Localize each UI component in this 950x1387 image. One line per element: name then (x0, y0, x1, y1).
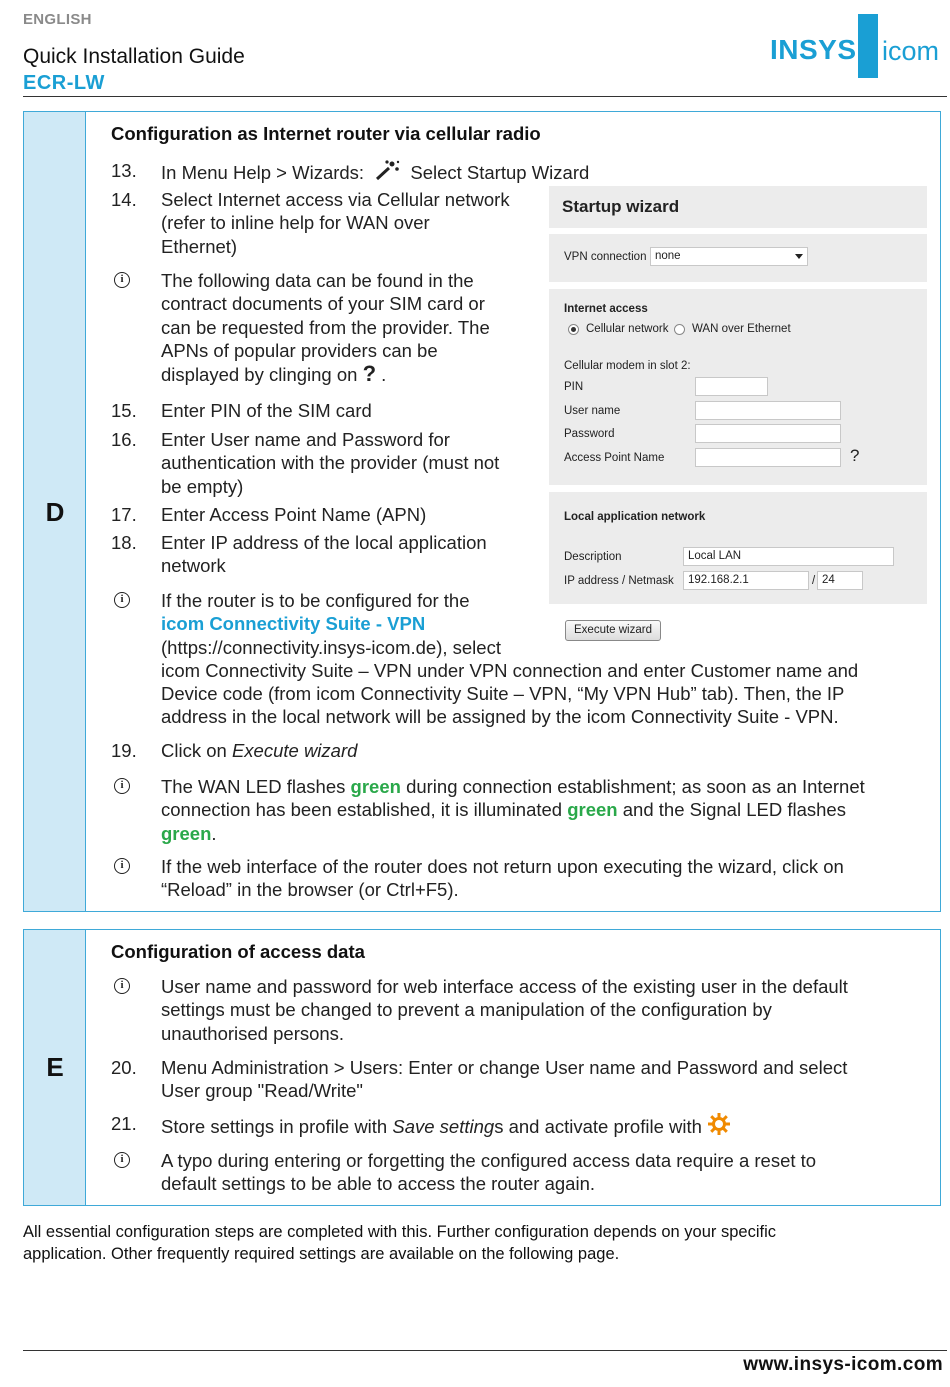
step-21 (111, 1112, 931, 1138)
step-20-line: Menu Administration > Users: Enter or change User name and Password and select (161, 1057, 848, 1078)
closing-note-line: application. Other frequently required settings are available on the following page. (23, 1244, 620, 1263)
info-note-apn (111, 269, 551, 387)
step-18-line: Enter IP address of the local application (161, 532, 487, 553)
info-line: A typo during entering or forgetting the configured access data require a reset to (161, 1150, 817, 1171)
info-icon: i (114, 272, 130, 288)
info-icon: i (114, 1152, 130, 1168)
ip-address-field[interactable] (683, 571, 809, 590)
info-note-reload (111, 855, 931, 902)
local-network-heading: Local application network (564, 511, 706, 523)
step-15 (111, 399, 551, 423)
step-16-line: authentication with the provider (must not (161, 452, 500, 474)
product-name: ECR-LW (23, 72, 105, 94)
document-title: Quick Installation Guide (23, 45, 245, 68)
cellular-network-radio[interactable] (568, 324, 579, 335)
vpn-panel (549, 234, 927, 282)
step-16-line: be empty) (161, 475, 244, 497)
startup-wizard-screenshot (549, 186, 927, 636)
section-d-title: Configuration as Internet router via cellular radio (111, 123, 541, 144)
section-e-letter-column (24, 930, 86, 1205)
netmask-value: 24 (822, 574, 835, 586)
magic-wand-icon (373, 159, 401, 181)
closing-note-line: All essential configuration steps are completed with this. Further configuration depends on your specific (23, 1223, 776, 1241)
info-note-reset (111, 1149, 931, 1196)
step-number: 18. (111, 532, 137, 553)
green-led-label: green (567, 799, 618, 821)
local-network-panel (549, 492, 927, 604)
password-label: Password (564, 428, 615, 440)
section-e-letter: E (46, 1052, 64, 1082)
info-icon: i (114, 778, 130, 794)
section-e-title: Configuration of access data (111, 941, 365, 962)
step-13-text: In Menu Help > Wizards: (161, 162, 365, 183)
section-d-letter: D (45, 497, 65, 527)
password-field[interactable] (695, 424, 841, 443)
apn-field[interactable] (695, 448, 841, 467)
step-15-text: Enter PIN of the SIM card (161, 400, 372, 421)
step-number: 20. (111, 1057, 137, 1078)
green-led-label: green (350, 776, 401, 797)
user-name-label: User name (564, 405, 621, 417)
step-20-line: User group "Read/Write" (161, 1080, 363, 1102)
pin-label: PIN (564, 381, 584, 393)
info-text: and the Signal LED flashes (622, 799, 846, 821)
closing-note (23, 1222, 933, 1265)
netmask-separator: / (812, 575, 816, 587)
info-note-credentials (111, 975, 931, 1045)
netmask-field[interactable] (817, 571, 863, 590)
info-text: The WAN LED flashes (161, 776, 346, 797)
info-line: If the web interface of the router does not return upon executing the wizard, click on (161, 856, 844, 877)
wizard-title: Startup wizard (562, 197, 680, 216)
step-20 (111, 1056, 931, 1103)
save-settings-reference: Save setting (392, 1116, 495, 1137)
step-number: 19. (111, 740, 137, 761)
ip-address-value: 192.168.2.1 (688, 574, 749, 586)
description-value: Local LAN (688, 550, 742, 562)
info-line: default settings to be able to access the router again. (161, 1173, 596, 1195)
step-13-text-end: Select Startup Wizard (410, 162, 590, 183)
step-number: 16. (111, 429, 137, 450)
info-line: “Reload” in the browser (or Ctrl+F5). (161, 879, 459, 901)
info-text: during connection establishment; as soon as an Internet (406, 776, 865, 797)
info-line: Device code (from icom Connectivity Suite – VPN, “My VPN Hub” tab). Then, the IP (161, 683, 845, 705)
info-line: address in the local network will be assigned by the icom Connectivity Suite - VPN. (161, 706, 839, 728)
step-21-text: Store settings in profile with (161, 1116, 388, 1137)
step-number: 17. (111, 504, 137, 525)
wan-over-ethernet-label: WAN over Ethernet (692, 323, 791, 335)
logo-insys-text: INSYS (770, 34, 857, 65)
chevron-down-icon (795, 254, 803, 259)
pin-field[interactable] (695, 377, 768, 396)
info-line: The following data can be found in the (161, 270, 474, 291)
step-18 (111, 531, 551, 578)
step-14-line: Select Internet access via Cellular network (161, 189, 510, 210)
cellular-network-label: Cellular network (586, 323, 669, 335)
step-number: 13. (111, 160, 137, 181)
step-18-line: network (161, 555, 226, 577)
step-number: 15. (111, 400, 137, 421)
description-field[interactable] (683, 547, 894, 566)
step-16 (111, 428, 551, 498)
section-e (23, 929, 941, 1206)
ip-netmask-label: IP address / Netmask (564, 575, 674, 587)
wizard-title-bar (549, 186, 927, 228)
user-name-field[interactable] (695, 401, 841, 420)
info-line: icom Connectivity Suite – VPN under VPN connection and enter Customer name and (161, 659, 859, 681)
execute-wizard-button[interactable]: Execute wizard (565, 620, 661, 641)
step-19 (111, 739, 611, 763)
logo-icom-text: icom (882, 36, 940, 66)
help-question-icon: ? (362, 361, 377, 387)
step-17-text: Enter Access Point Name (APN) (161, 504, 427, 525)
description-label: Description (564, 551, 622, 563)
info-line: APNs of popular providers can be (161, 339, 438, 361)
internet-access-heading: Internet access (564, 303, 648, 315)
logo-bar (858, 14, 878, 78)
info-line: unauthorised persons. (161, 1022, 345, 1044)
info-note-led (111, 775, 931, 845)
section-d (23, 111, 941, 912)
gear-icon (707, 1112, 731, 1136)
info-line: can be requested from the provider. The (161, 316, 490, 338)
info-line: displayed by clinging on (161, 364, 358, 386)
info-icon: i (114, 978, 130, 994)
info-line: contract documents of your SIM card or (161, 293, 485, 315)
connectivity-suite-link[interactable]: icom Connectivity Suite - VPN (161, 613, 426, 635)
step-16-line: Enter User name and Password for (161, 429, 450, 450)
step-19-text: Click on (161, 740, 227, 761)
info-line: settings must be changed to prevent a manipulation of the configuration by (161, 999, 772, 1021)
insys-icom-logo (770, 14, 942, 82)
website-url[interactable]: www.insys-icom.com (743, 1354, 943, 1375)
info-line: If the router is to be configured for the (161, 590, 470, 611)
internet-access-panel (549, 289, 927, 485)
info-text: . (211, 822, 217, 844)
header-divider (23, 96, 947, 97)
step-14-line: Ethernet) (161, 235, 238, 257)
vpn-connection-label: VPN connection (564, 251, 647, 263)
vpn-connection-select[interactable] (650, 247, 808, 266)
step-13 (111, 159, 611, 183)
language-label: ENGLISH (23, 11, 92, 28)
green-led-label: green (161, 822, 212, 844)
step-number: 21. (111, 1113, 137, 1134)
wan-over-ethernet-radio[interactable] (674, 324, 685, 335)
step-14-line: (refer to inline help for WAN over (161, 212, 430, 234)
apn-label: Access Point Name (564, 452, 665, 464)
step-number: 14. (111, 189, 137, 210)
section-d-letter-column (24, 112, 86, 911)
vpn-connection-value: none (655, 250, 681, 262)
step-21-text-mid: s and activate profile with (494, 1116, 702, 1137)
info-text: connection has been established, it is illuminated (161, 799, 563, 821)
cellular-modem-label: Cellular modem in slot 2: (564, 360, 691, 372)
info-line-end: . (381, 364, 387, 386)
info-icon: i (114, 858, 130, 874)
info-icon: i (114, 592, 130, 608)
execute-wizard-reference: Execute wizard (231, 740, 358, 761)
footer-divider (23, 1350, 947, 1351)
step-14 (111, 188, 551, 258)
step-17 (111, 503, 551, 527)
info-line: (https://connectivity.insys-icom.de), select (161, 636, 501, 658)
info-line: User name and password for web interface access of the existing user in the default (161, 976, 848, 997)
apn-help-icon[interactable]: ? (850, 446, 860, 465)
